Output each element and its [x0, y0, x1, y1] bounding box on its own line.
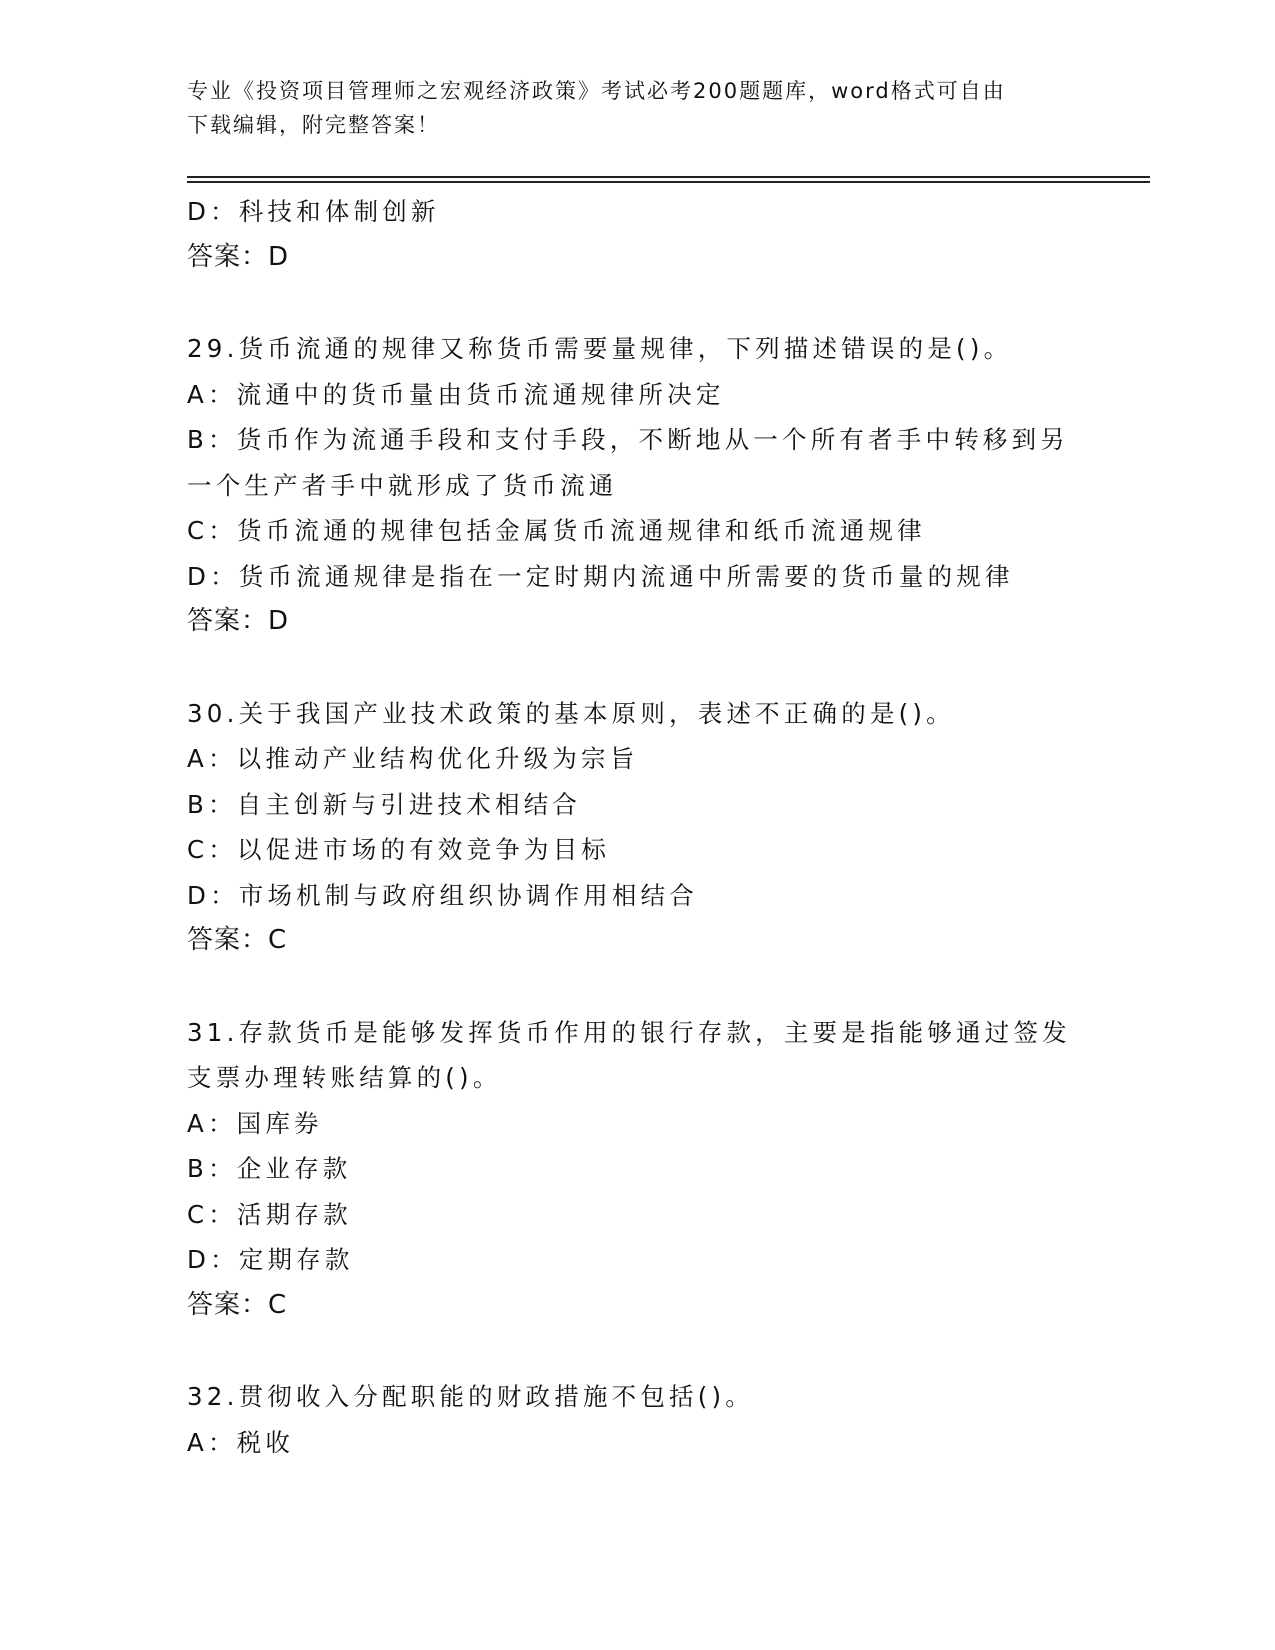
- spacer: [187, 280, 1087, 326]
- question-stem-continued: 支票办理转账结算的()。: [187, 1063, 502, 1092]
- question-31: [187, 1010, 1087, 1329]
- option-c: C：活期存款: [187, 1199, 352, 1229]
- answer-line: 答案：D: [187, 606, 290, 636]
- option-d: D：科技和体制创新: [187, 197, 440, 226]
- header-line-2: 下载编辑，附完整答案！: [187, 113, 440, 137]
- question-list: [187, 189, 1087, 1465]
- previous-question-tail: [187, 189, 1087, 280]
- header-rule-bottom: [187, 181, 1150, 183]
- spacer: [187, 964, 1087, 1010]
- question-30: [187, 691, 1087, 964]
- option-b: B：企业存款: [187, 1154, 352, 1183]
- question-stem: 32.贯彻收入分配职能的财政措施不包括()。: [187, 1382, 754, 1411]
- option-c: C：货币流通的规律包括金属货币流通规律和纸币流通规律: [187, 516, 926, 545]
- option-d: D：货币流通规律是指在一定时期内流通中所需要的货币量的规律: [187, 561, 1014, 591]
- header-line-1: 专业《投资项目管理师之宏观经济政策》考试必考200题题库，word格式可自由: [187, 79, 1006, 103]
- spacer: [187, 645, 1087, 691]
- option-d: D：定期存款: [187, 1245, 354, 1274]
- answer-line: 答案：D: [187, 241, 290, 272]
- option-c: C：以促进市场的有效竞争为目标: [187, 835, 611, 864]
- header-rule-top: [187, 176, 1150, 178]
- question-stem: 29.货币流通的规律又称货币需要量规律，下列描述错误的是()。: [187, 334, 1013, 363]
- question-32: [187, 1374, 1087, 1465]
- option-b: B：自主创新与引进技术相结合: [187, 789, 582, 819]
- question-29: [187, 326, 1087, 645]
- option-b: B：货币作为流通手段和支付手段，不断地从一个所有者手中转移到另: [187, 425, 1070, 454]
- option-a: A：国库券: [187, 1108, 323, 1138]
- question-stem: 31.存款货币是能够发挥货币作用的银行存款，主要是指能够通过签发: [187, 1017, 1071, 1047]
- option-a: A：以推动产业结构优化升级为宗旨: [187, 744, 639, 773]
- spacer: [187, 1328, 1087, 1374]
- option-a: A：流通中的货币量由货币流通规律所决定: [187, 379, 725, 409]
- answer-line: 答案：C: [187, 925, 288, 955]
- option-b-continued: 一个生产者手中就形成了货币流通: [187, 470, 618, 500]
- answer-line: 答案：C: [187, 1289, 288, 1320]
- question-stem: 30.关于我国产业技术政策的基本原则，表述不正确的是()。: [187, 698, 955, 728]
- option-a: A：税收: [187, 1427, 295, 1457]
- document-header: [187, 74, 1087, 142]
- option-d: D：市场机制与政府组织协调作用相结合: [187, 880, 698, 910]
